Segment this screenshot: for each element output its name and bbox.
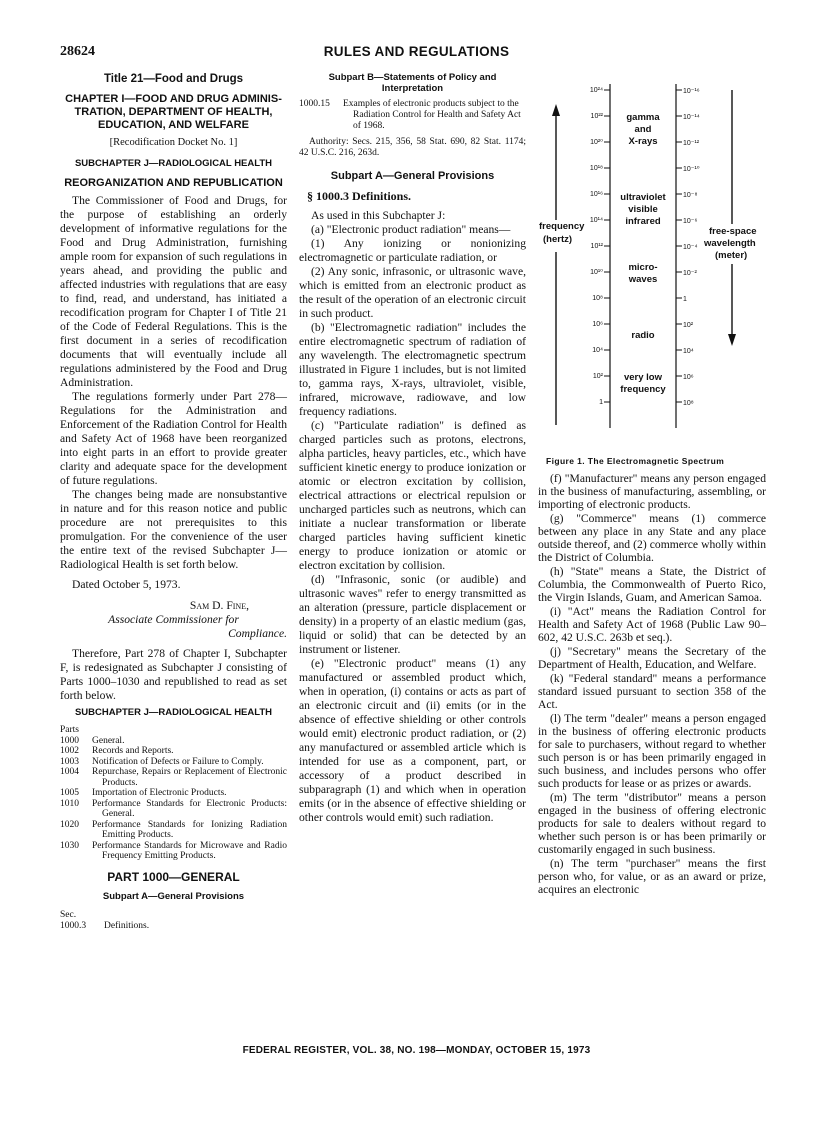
band-label: ultraviolet: [620, 192, 666, 203]
part-heading: PART 1000—GENERAL: [107, 869, 240, 884]
parts-list: [60, 725, 287, 862]
subchapter-heading: SUBCHAPTER J—RADIOLOGICAL HEALTH: [74, 158, 273, 169]
part-title: Performance Standards for Electronic Products: General.: [92, 798, 287, 819]
frequency-tick-label: 10¹⁴: [589, 217, 603, 224]
wavelength-tick-label: 10⁻¹⁰: [683, 166, 700, 173]
part-number: 1000: [60, 735, 79, 746]
dated-line: Dated October 5, 1973.: [72, 578, 181, 591]
definition-m: (m) The term "distributor" means a person engaged in the business of offering electronic products for sale to dealers without regard to whether such person is or has been primarily or customarily engaged in such business.: [538, 791, 766, 856]
paragraph: (d) "Infrasonic, sonic (or audible) and ultrasonic waves" refer to energy transmitted as an alteration (pressure, particle displacement or density) in a property of an elastic medium (gas, liquid or solid) that can be detected by an instrument or listener.: [299, 573, 526, 656]
page-header: [60, 44, 773, 64]
part-row: [60, 788, 287, 799]
band-label: visible: [628, 204, 658, 215]
frequency-tick-label: 10¹⁶: [590, 191, 603, 198]
paragraph: (a) "Electronic product radiation" means—: [311, 223, 511, 236]
spectrum-diagram: [538, 80, 770, 450]
authority-citation: Authority: Secs. 215, 356, 58 Stat. 690, 82 Stat. 1174; 42 U.S.C. 216, 263d.: [299, 137, 526, 158]
band-label: gamma: [626, 112, 660, 123]
signer-title-2: Compliance.: [228, 627, 287, 640]
wavelength-tick-label: 1: [683, 296, 687, 303]
toc-text: Definitions.: [104, 920, 150, 931]
part-row: [60, 841, 287, 862]
wavelength-tick-label: 10⁻⁶: [683, 218, 698, 225]
chapter-heading: CHAPTER I—FOOD AND DRUG ADMINIS-TRATION, DEPARTMENT OF HEALTH, EDUCATION, AND WELFARE: [65, 93, 282, 131]
title-heading: Title 21—Food and Drugs: [103, 73, 244, 85]
toc-text: Examples of electronic products subject to the Radiation Control for Health and Safety Act of 1968.: [343, 99, 521, 131]
docket-number: [Recodification Docket No. 1]: [109, 137, 238, 148]
frequency-tick-label: 10¹⁸: [589, 165, 603, 172]
sec-label: Sec.: [60, 909, 77, 920]
definition-l: (l) The term "dealer" means a person engaged in the business of offering electronic products for sale to purchasers, without regard to whether such person is or has been primarily engaged in such business, and includes persons who offer such products for lease or as prizes or awards.: [538, 712, 766, 790]
part-number: 1005: [60, 788, 79, 798]
subpart-b-heading: Subpart B—Statements of Policy and Interpretation: [328, 72, 497, 94]
figure-caption: Figure 1. The Electromagnetic Spectrum: [546, 456, 725, 466]
subchapter-heading-2: SUBCHAPTER J—RADIOLOGICAL HEALTH: [74, 707, 273, 718]
toc-number: 1000.3: [60, 920, 87, 931]
wavelength-tick-label: 10⁶: [683, 374, 694, 381]
section-heading: § 1000.3 Definitions.: [307, 189, 412, 203]
definition-j: (j) "Secretary" means the Secretary of the Department of Health, Education, and Welfare.: [538, 645, 766, 671]
frequency-tick-label: 10²: [592, 373, 603, 380]
definition-g: (g) "Commerce" means (1) commerce between any place in any State and any place outside thereof, and (2) commerce wholly within the District of Columbia.: [538, 512, 766, 564]
paragraph: (e) "Electronic product" means (1) any manufactured or assembled product which, when in operation, (i) contains or acts as part of an electronic circuit and (ii) emits (or in the absence of effective shielding or other controls would emit) electronic product radiation, or (2) any manufactured or assembled article which is intended for use as a component, part, or accessory of a product described in subparagraph (1) and which when in operation emits (or in the absence of effective shielding or other controls would emit) such radiation.: [299, 657, 526, 824]
subpart-a-heading: Subpart A—General Provisions: [330, 170, 495, 182]
wavelength-tick-label: 10²: [683, 322, 694, 329]
page-footer: FEDERAL REGISTER, VOL. 38, NO. 198—MONDAY, OCTOBER 15, 1973: [242, 1045, 591, 1056]
band-label: radio: [631, 330, 655, 341]
paragraph: (c) "Particulate radiation" is defined as charged particles such as protons, electrons, alpha particles, heavy particles, etc., which have sufficient kinetic energy to produce ionization or atomic or electron excitation by collision, electrical attractions or electrical repulsion or uncharged particles such as neutrons, which can initiate a nuclear transformation or liberate charged particles having sufficient kinetic energy to produce ionization or atomic or electron excitation by collision.: [299, 419, 526, 572]
frequency-tick-label: 10⁸: [592, 295, 603, 302]
frequency-tick-label: 10⁴: [592, 347, 603, 354]
parts-label: Parts: [60, 725, 79, 735]
wavelength-tick-label: 10⁻⁴: [683, 244, 698, 251]
part-number: 1003: [60, 756, 79, 767]
wavelength-tick-label: 10⁴: [683, 348, 694, 355]
part-number: 1030: [60, 840, 79, 851]
frequency-axis-unit: (hertz): [543, 234, 573, 245]
definition-n: (n) The term "purchaser" means the first person who, for value, or as an award or prize, acquires an electronic: [538, 857, 766, 896]
part-title: Importation of Electronic Products.: [92, 788, 227, 798]
frequency-tick-label: 10⁶: [592, 321, 603, 328]
frequency-tick-label: 10²⁰: [590, 139, 603, 146]
frequency-tick-label: 10¹²: [590, 243, 603, 250]
wavelength-axis-label: free-space: [709, 226, 757, 237]
part-title: Performance Standards for Microwave and Radio Frequency Emitting Products.: [92, 840, 287, 861]
band-label: and: [634, 124, 652, 135]
definition-h: (h) "State" means a State, the District of Columbia, the Commonwealth of Puerto Rico, the Virgin Islands, Guam, and American Samoa.: [538, 565, 766, 604]
part-row: [60, 820, 287, 841]
frequency-axis-label: frequency: [539, 221, 585, 232]
paragraph: (b) "Electromagnetic radiation" includes the entire electromagnetic spectrum of radiation of any wavelength. The electromagnetic spectrum illustrated in Figure 1 includes, but is not limited to, gamma rays, X-rays, ultraviolet, visible, infrared, microwave, radiowave, and low frequency radiations.: [299, 321, 526, 418]
frequency-tick-label: 1: [599, 399, 603, 406]
paragraph: Therefore, Part 278 of Chapter I, Subchapter F, is redesignated as Subchapter J consisting of Parts 1000–1030 and republished to read as set forth below.: [60, 647, 287, 702]
part-number: 1020: [60, 819, 79, 830]
part-row: [60, 799, 287, 820]
wavelength-tick-label: 10⁻¹⁶: [683, 88, 700, 95]
column-1: [60, 72, 287, 932]
column-2: [299, 72, 526, 825]
band-label: frequency: [620, 384, 666, 395]
part-row: [60, 736, 287, 747]
toc-number: 1000.15: [299, 99, 330, 109]
definition-i: (i) "Act" means the Radiation Control for Health and Safety Act of 1968 (Public Law 90–602, 42 U.S.C. 263b et seq.).: [538, 605, 766, 644]
toc-row: [60, 921, 287, 932]
paragraph: (2) Any sonic, infrasonic, or ultrasonic wave, which is emitted from an electronic product as the result of the operation of an electronic circuit in such product.: [299, 265, 526, 320]
paragraph: The Commissioner of Food and Drugs, for the purpose of establishing an orderly development of informative regulations for the Food and Drug Administration, furnishing ample room for expansion of such regulations in years ahead, and providing the public and affected industries with regulations that are easy to find, read, and understand, has initiated a recodification program for Chapter I of Title 21 of the Code of Federal Regulations. This is the first document in a series of recodification documents that will eventually include all regulations administered by the Food and Drug Administration.: [60, 194, 287, 389]
running-title: RULES AND REGULATIONS: [323, 44, 510, 59]
band-label: micro-: [628, 262, 658, 273]
wavelength-tick-label: 10⁻¹²: [683, 140, 700, 147]
part-row: [60, 757, 287, 768]
paragraph: The regulations formerly under Part 278—Regulations for the Administration and Enforcement of the Radiation Control for Health and Safety Act of 1968 have been reorganized into eight parts in an effort to provide greater clarity and adequate space for the development of future regulations.: [60, 390, 287, 487]
spectrum-figure: [538, 80, 770, 480]
definition-f: (f) "Manufacturer" means any person engaged in the business of manufacturing, assembling, or importing of electronic products.: [538, 472, 766, 511]
frequency-tick-label: 10¹⁰: [590, 269, 603, 276]
part-row: [60, 767, 287, 788]
band-label: waves: [628, 274, 658, 285]
part-title: Records and Reports.: [92, 746, 174, 756]
band-label: X-rays: [628, 136, 658, 147]
wavelength-axis-unit: (meter): [715, 250, 748, 261]
subpart-a-heading: Subpart A—General Provisions: [102, 890, 245, 902]
wavelength-tick-label: 10⁻²: [683, 270, 697, 277]
band-label: very low: [623, 372, 663, 383]
column-3: [538, 472, 766, 897]
paragraph: The changes being made are nonsubstantive in nature and for this reason notice and public procedure are not prerequisites to this promulgation. For the convenience of the user the entire text of the revised Subchapter J—Radiological Health is set forth below.: [60, 488, 287, 571]
toc-row: [299, 99, 526, 132]
signature-block: [60, 599, 287, 641]
part-title: General.: [92, 735, 125, 746]
wavelength-tick-label: 10⁻¹⁴: [683, 114, 700, 121]
part-number: 1010: [60, 798, 79, 809]
definition-k: (k) "Federal standard" means a performance standard issued pursuant to section 358 of the Act.: [538, 672, 766, 711]
band-label: infrared: [625, 216, 661, 227]
part-title: Repurchase, Repairs or Replacement of Electronic Products.: [92, 767, 287, 788]
paragraph: As used in this Subchapter J:: [311, 209, 446, 222]
part-number: 1002: [60, 746, 79, 756]
part-title: Notification of Defects or Failure to Comply.: [92, 756, 264, 767]
wavelength-tick-label: 10⁸: [683, 400, 694, 407]
signer-name: Sam D. Fine,: [189, 599, 249, 612]
arrow-down-icon: [728, 334, 736, 346]
page-number: 28624: [60, 44, 95, 59]
frequency-tick-label: 10²²: [590, 113, 603, 120]
signer-title: Associate Commissioner for: [108, 613, 239, 626]
frequency-tick-label: 10²⁴: [589, 87, 603, 94]
paragraph: (1) Any ionizing or nonionizing electromagnetic or particulate radiation, or: [299, 237, 526, 264]
part-title: Performance Standards for Ionizing Radiation Emitting Products.: [92, 819, 287, 840]
part-row: [60, 746, 287, 757]
arrow-up-icon: [552, 104, 560, 116]
part-number: 1004: [60, 767, 79, 777]
reorganization-heading: REORGANIZATION AND REPUBLICATION: [64, 177, 283, 189]
wavelength-tick-label: 10⁻⁸: [683, 192, 698, 199]
wavelength-axis-label-2: wavelength: [704, 238, 756, 249]
